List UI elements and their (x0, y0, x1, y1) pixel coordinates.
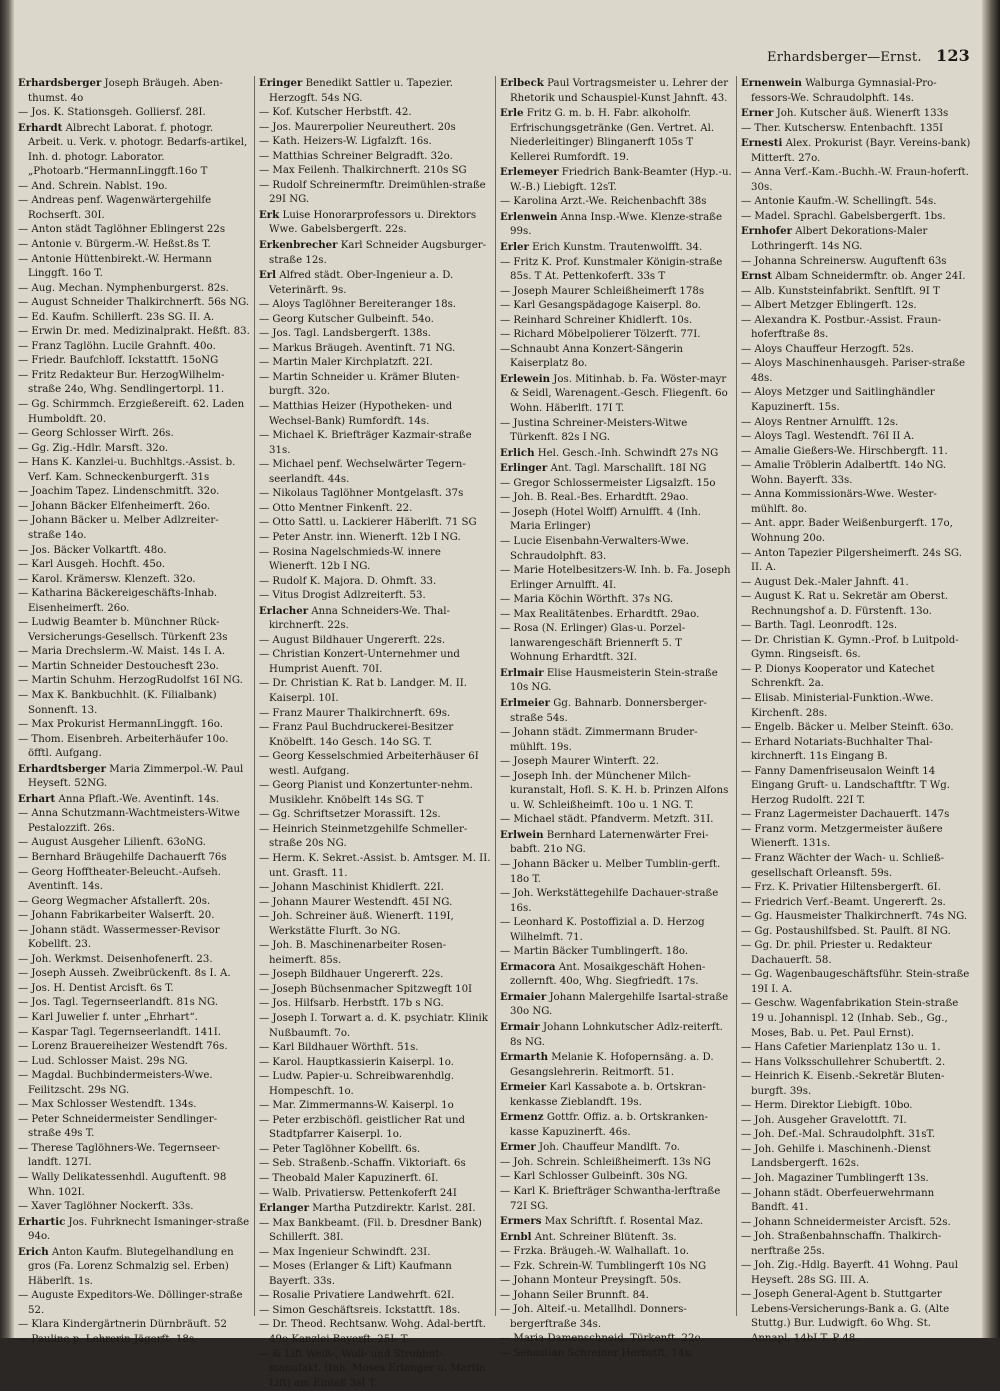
directory-entry: — Lorenz Brauereiheizer Westendft 76s. (18, 1041, 228, 1053)
column-rule (495, 76, 496, 1316)
directory-entry: — Joh. Straßenbahnschaffn. Thalkirch-nerftraße 25s. (741, 1231, 942, 1257)
directory-entry: — Herm. Direktor Liebigft. 10bo. (741, 1100, 913, 1112)
directory-entry: — Karol. Hauptkassierin Kaiserpl. 1o. (259, 1056, 454, 1068)
directory-entry: — Elisab. Ministerial-Funktion.-Wwe. Kirchenft. 28s. (741, 692, 934, 719)
surname-headword: Erhart (18, 792, 56, 805)
directory-entry: — Aloys Taglöhner Bereiteranger 18s. (259, 299, 457, 311)
directory-entry: — Therese Taglöhners-We. Tegernseer-landft. 127I. (18, 1142, 221, 1169)
directory-entry: — Madel. Sprachl. Gabelsbergerft. 1bs. (741, 210, 946, 222)
directory-entry: — Friedrich Verf.-Beamt. Ungererft. 2s. (741, 896, 946, 908)
directory-entry: Erhardtsberger Maria Zimmerpol.-W. Paul Heyseft. 52NG. (18, 762, 244, 790)
directory-entry: — Aug. Mechan. Nymphenburgerst. 82s. (18, 282, 229, 294)
directory-entry: — Michael K. Briefträger Kazmair-straße 31s. (259, 430, 472, 456)
directory-entry: — Anton Tapezier Pilgersheimerft. 24s SG. II. A. (741, 547, 962, 574)
directory-entry: — Johann Maurer Westendft. 45I NG. (259, 896, 453, 908)
directory-entry: — Franz Taglöhn. Lucile Grahnft. 40o. (18, 340, 216, 352)
directory-entry: — Karol. Krämersw. Klenzeft. 32o. (18, 573, 196, 585)
directory-entry: — Max K. Bankbuchhlt. (K. Filialbank) Sonnenft. 13. (18, 689, 217, 716)
directory-entry: — Amalie Tröblerin Adalbertft. 14o NG. Wohn. Bayerft. 33s. (741, 460, 947, 486)
directory-entry: — Otto Mentner Finkenft. 22. (259, 502, 413, 514)
surname-headword: Erk (259, 208, 280, 221)
directory-entry: — Karl Schlosser Gulbeinft. 30s NG. (500, 1171, 688, 1183)
directory-column-4 (741, 76, 973, 1347)
directory-entry: Erlmair Elise Hausmeisterin Stein-straße 10s NG. (500, 666, 718, 694)
directory-entry: — Kaspar Tagl. Tegernseerlandft. 141I. (18, 1026, 222, 1038)
directory-entry: — And. Schrein. Nablst. 19o. (18, 180, 168, 192)
directory-entry: — Rosina Nagelschmieds-W. innere Wienerft. 12b I NG. (259, 546, 441, 573)
directory-entry: Erlanger Martha Putzdirektr. Karlst. 28I. (259, 1202, 476, 1215)
directory-entry: — Joseph Inh. der Münchener Milch-kuranstalt, Hofl. S. K. H. b. Prinzen Alfons u. W. Schleißheimft. 10o u. 1 NG. T. (500, 770, 729, 811)
directory-entry: — Amalie Gießers-We. Hirschbergft. 11. (741, 445, 948, 457)
directory-entry: — Johann Bäcker u. Melber Adlzreiter-straße 14o. (18, 515, 219, 541)
directory-entry: — Dr. Theod. Rechtsanw. Wohg. Adal-bertft. 49o Kanzlei Bayerft. 25I. T. (259, 1319, 486, 1346)
surname-headword: Erhardt (18, 121, 63, 134)
directory-entry: — Reinhard Schreiner Khidlerft. 10s. (500, 314, 693, 326)
surname-headword: Erl (259, 269, 277, 282)
directory-entry: — Engelb. Bäcker u. Melber Steinft. 63o. (741, 722, 954, 734)
running-header (720, 46, 970, 65)
directory-entry: — Joh. Werkmst. Deisenhofenerft. 23. (18, 953, 213, 965)
directory-entry: — Johann städt. Wassermesser-Revisor Kobellft. 23. (18, 924, 220, 951)
directory-entry: Erlemeyer Friedrich Bank-Beamter (Hyp.-u. W.-B.) Liebigft. 12sT. (500, 166, 732, 193)
directory-entry: — Maria Köchin Wörthft. 37s NG. (500, 594, 674, 606)
directory-entry: — Heinrich K. Eisenb.-Sekretär Bluten-burgft. 39s. (741, 1071, 945, 1097)
directory-entry: — Michael penf. Wechselwärter Tegern-seerlandft. 44s. (259, 459, 466, 485)
directory-entry: Erler Erich Kunstm. Trautenwolfft. 34. (500, 241, 703, 254)
directory-entry: Eringer Benedikt Sattler u. Tapezier. Herzogft. 54s NG. (259, 77, 453, 104)
directory-entry: — Gregor Schlossermeister Ligsalzft. 15o (500, 477, 716, 489)
directory-entry: — Johann Schneidermeister Arcisft. 52s. (741, 1216, 951, 1228)
directory-entry: Erlich Hel. Gesch.-Inh. Schwindft 27s NG (500, 446, 719, 459)
directory-entry: — Joh. Ausgeher Gravelottft. 7I. (741, 1114, 907, 1126)
directory-entry: Ermers Max Schriftft. f. Rosental Maz. (500, 1215, 704, 1228)
surname-headword: Erlanger (259, 1202, 309, 1215)
directory-entry: — Martin Bäcker Tumblingerft. 18o. (500, 946, 689, 958)
directory-entry: Ernbl Ant. Schreiner Blütenft. 3s. (500, 1230, 677, 1243)
surname-headword: Ermeier (500, 1081, 547, 1094)
directory-entry: — Karl Gesangspädagoge Kaiserpl. 8o. (500, 300, 701, 312)
directory-entry: — Aloys Maschinenhausgeh. Pariser-straße 48s. (741, 358, 966, 384)
directory-entry: — Georg Kutscher Gulbeinft. 54o. (259, 313, 434, 325)
directory-entry: Ermair Johann Lohnkutscher Adlz-reiterft. 8s NG. (500, 1021, 723, 1048)
directory-entry: — Marie Hotelbesitzers-W. Inh. b. Fa. Joseph Erlinger Arnulfft. 4I. (500, 565, 731, 591)
directory-entry: Erkenbrecher Karl Schneider Augsburger-straße 12s. (259, 239, 487, 266)
directory-entry: Ernenwein Walburga Gymnasial-Pro-fessors-We. Schraudolphft. 14s. (741, 77, 937, 104)
directory-entry: — Hans Volksschullehrer Schubertft. 2. (741, 1056, 946, 1068)
directory-entry: — Dr. Christian K. Gymn.-Prof. b Luitpold-Gymn. Ringseisft. 6s. (741, 634, 959, 661)
directory-entry: — Johann Maschinist Khidlerft. 22I. (259, 882, 444, 894)
directory-entry: — Martin Schneider Destouchesft 23o. (18, 660, 219, 672)
directory-entry: — Christian Konzert-Unternehmer und Humprist Auenft. 70I. (259, 649, 460, 675)
directory-entry: Ermer Joh. Chauffeur Mandlft. 7o. (500, 1141, 681, 1154)
directory-entry: — Gg. Wagenbaugeschäftsführ. Stein-straße 19I I. A. (741, 969, 970, 995)
directory-entry: — Vitus Drogist Adlzreiterft. 53. (259, 590, 426, 602)
column-rule (736, 76, 737, 1316)
surname-headword: Ermair (500, 1021, 540, 1033)
directory-entry: — Antonie v. Bürgerm.-W. Heßst.8s T. (18, 239, 211, 251)
directory-entry: — Johann Fabrikarbeiter Walserft. 20. (18, 910, 215, 922)
directory-entry: — August Schneider Thalkirchnerft. 56s NG. (18, 297, 250, 309)
surname-headword: Ermers (500, 1215, 542, 1228)
directory-entry: Ermeier Karl Kassabote a. b. Ortskran-kenkasse Zieblandft. 19s. (500, 1081, 706, 1108)
directory-entry: Erlmeier Gg. Bahnarb. Donnersberger-straße 54s. (500, 696, 707, 724)
directory-entry: — Justina Schreiner-Meisters-Witwe Türkenft. 82s I NG. (500, 417, 688, 444)
directory-entry: — Ludw. Papier-u. Schreibwarenhdlg. Hompeschft. 1o. (259, 1071, 455, 1097)
surname-headword: Erlmair (500, 666, 544, 679)
directory-entry: — Karl K. Briefträger Schwantha-lerftraße 72I SG. (500, 1186, 721, 1212)
directory-entry: — Franz vorm. Metzgermeister äußere Wienerft. 131s. (741, 823, 943, 850)
surname-headword: Erlinger (500, 462, 548, 475)
directory-entry: — Georg Pianist und Konzertunter-nehm. Musiklehr. Knöbelft 14s SG. T (259, 780, 473, 806)
directory-entry: Erlwein Bernhard Laternenwärter Frei-babft. 21o NG. (500, 828, 709, 856)
directory-entry: — Joseph Maurer Winterft. 22. (500, 756, 659, 768)
directory-entry: — Heinrich Steinmetzgehilfe Schmeller-straße 20s NG. (259, 823, 468, 850)
directory-entry: — Ant. appr. Bader Weißenburgerft. 17o, Wohnung 20o. (741, 518, 953, 544)
directory-entry: — Joh. Def.-Mal. Schraudolphft. 31sT. (741, 1129, 936, 1141)
directory-entry: — Peter Taglöhner Kobellft. 6s. (259, 1143, 421, 1155)
directory-entry: — Maria Drechslerm.-W. Maist. 14s I. A. (18, 646, 226, 658)
directory-entry: — Herm. K. Sekret.-Assist. b. Amtsger. M. II. unt. Grasft. 11. (259, 852, 491, 879)
directory-entry: — Rosalie Privatiere Landwehrft. 62I. (259, 1290, 455, 1302)
directory-entry: — Rudolf Schreinermftr. Dreimühlen-straße 29I NG. (259, 179, 486, 206)
directory-entry: —Schnaubt Anna Konzert-Sängerin Kaiserplatz 8o. (500, 343, 683, 370)
directory-entry: — Joh. Gehilfe i. Maschinenh.-Dienst Landsbergerft. 162s. (741, 1143, 931, 1170)
directory-entry: — Georg Schlosser Wirft. 26s. (18, 428, 174, 440)
surname-headword: Erkenbrecher (259, 239, 338, 252)
directory-entry: — Ther. Kutschersw. Entenbachft. 135I (741, 122, 944, 134)
directory-entry: — Magdal. Buchbindermeisters-Wwe. Feilitzscht. 29s NG. (18, 1070, 213, 1096)
directory-entry: — Katharina Bäckereigeschäfts-Inhab. Eisenheimerft. 26o. (18, 588, 218, 614)
directory-entry: — P. Dionys Kooperator und Katechet Schrenkft. 2a. (741, 663, 935, 690)
directory-entry: — Bernhard Bräugehilfe Dachauerft 76s (18, 851, 227, 863)
directory-entry: — Xaver Taglöhner Nockerft. 33s. (18, 1201, 194, 1213)
directory-entry: Erk Luise Honorarprofessors u. Direktors Wwe. Gabelsbergerft. 22s. (259, 208, 477, 236)
binding-gutter (0, 0, 14, 1338)
directory-entry: — Joh. Werkstättegehilfe Dachauer-straße 16s. (500, 888, 719, 914)
directory-entry: — Gg. Schriftsetzer Morassift. 12s. (259, 809, 441, 821)
directory-entry: — Anton städt Taglöhner Eblingerst 22s (18, 224, 226, 236)
directory-entry: — Peter Anstr. inn. Wienerft. 12b I NG. (259, 531, 461, 543)
directory-entry: Erlewein Jos. Mitinhab. b. Fa. Wöster-mayr & Seidl, Warenagent.-Gesch. Fliegenft. 6o Wohn. Häberlft. 17I T. (500, 372, 728, 415)
directory-entry: — Theobald Maler Kapuzinerft. 6I. (259, 1173, 439, 1185)
directory-entry: — Jos. K. Stationsgeh. Golliersf. 28I. (18, 107, 206, 119)
directory-entry: — Joh. Alteif.-u. Metallhdl. Donners-bergerftraße 34s. (500, 1304, 687, 1330)
surname-headword: Ermer (500, 1141, 536, 1154)
directory-entry: — Aloys Rentner Arnulfft. 12s. (741, 416, 899, 428)
surname-headword: Erhardsberger (18, 77, 102, 89)
directory-entry: — Matthias Schreiner Belgradft. 32o. (259, 150, 453, 162)
directory-entry: — Nikolaus Taglöhner Montgelasft. 37s (259, 488, 464, 500)
directory-entry: — Dr. Christian K. Rat b. Landger. M. II. Kaiserpl. 10I. (259, 678, 468, 704)
directory-entry: Ermarth Melanie K. Hofopernsäng. a. D. Gesangslehrerin. Reitmorft. 51. (500, 1051, 714, 1078)
surname-headword: Erler (500, 241, 529, 254)
page-edge (982, 0, 1000, 1338)
surname-headword: Ernenwein (741, 77, 802, 89)
directory-entry: — Martin Maler Kirchplatzft. 22I. (259, 357, 433, 369)
directory-entry: — Joseph Ausseh. Zweibrückenft. 8s I. A. (18, 968, 231, 980)
directory-entry: — Antonie Hüttenbirekt.-W. Hermann Linggft. 16o T. (18, 253, 212, 280)
directory-entry: — Franz Wächter der Wach- u. Schließ-gesellschaft Orleansft. 59s. (741, 852, 945, 879)
directory-entry: Ermenz Gottfr. Offiz. a. b. Ortskranken-kasse Kapuzinerft. 46s. (500, 1111, 708, 1138)
directory-entry: — Johann Monteur Preysingft. 50s. (500, 1275, 682, 1287)
directory-entry: — Sebastian Schreiner Herbstft. 14s. (500, 1348, 693, 1360)
surname-headword: Erlemeyer (500, 166, 559, 179)
directory-entry: — Jos. Tagl. Landsbergerft. 138s. (259, 328, 431, 340)
directory-entry: — Anna Verf.-Kam.-Buchh.-W. Fraun-hoferft. 30s. (741, 167, 969, 193)
directory-entry: — Walb. Privatiersw. Pettenkoferft 24I (259, 1187, 457, 1199)
directory-entry: — Fritz K. Prof. Kunstmaler Königin-straße 85s. T At. Pettenkoferft. 33s T (500, 256, 723, 283)
directory-entry: Erhartic Jos. Fuhrknecht Ismaninger-straße 94o. (18, 1215, 250, 1243)
surname-headword: Ernst (741, 270, 772, 283)
directory-entry: — Frz. K. Privatier Hiltensbergerft. 6I. (741, 882, 941, 894)
directory-entry: — Johann städt. Oberfeuerwehrmann Bandft. 41. (741, 1187, 935, 1214)
directory-entry: — Karl Juwelier f. unter „Ehrhart“. (18, 1012, 198, 1023)
directory-entry: — Antonie Kaufm.-W. Schellingft. 54s. (741, 196, 937, 208)
directory-entry: Ermaier Johann Malergehilfe Isartal-straße 30o NG. (500, 990, 729, 1018)
surname-headword: Erlwein (500, 828, 544, 841)
directory-entry: Erich Anton Kaufm. Blutegelhandlung en gros (Fa. Lorenz Schmalzig sel. Erben) Häberlft. 1s. (18, 1245, 234, 1287)
directory-entry: — Georg Wegmacher Afstallerft. 20s. (18, 895, 211, 907)
directory-entry: — Richard Möbelpolierer Tölzerft. 77I. (500, 329, 701, 341)
directory-entry: — Pauline p. Lehrerin Jägerft. 18s. (18, 1334, 198, 1346)
directory-entry: Ernhofer Albert Dekorations-Maler Lothringerft. 14s NG. (741, 225, 928, 253)
directory-entry: — Moses (Erlanger & Lift) Kaufmann Bayerft. 33s. (259, 1261, 452, 1287)
directory-entry: — Georg Hofftheater-Beleucht.-Aufseh. Aventinft. 14s. (18, 866, 221, 893)
directory-entry: — Jos. Bäcker Volkartft. 48o. (18, 544, 167, 556)
directory-entry: — Max Realitätenbes. Erhardtft. 29ao. (500, 608, 700, 620)
directory-entry: — Max Feilenh. Thalkirchnerft. 210s SG (259, 165, 467, 177)
directory-entry: — Aloys Chauffeur Herzogft. 52s. (741, 343, 914, 355)
directory-entry: — Jos. Hilfsarb. Herbstft. 17b s NG. (259, 998, 444, 1010)
surname-headword: Erhardtsberger (18, 762, 107, 775)
directory-entry: — Joh. Magaziner Tumblingerft 13s. (741, 1173, 929, 1185)
directory-entry: — Ed. Kaufm. Schillerft. 23s SG. II. A. (18, 311, 215, 323)
directory-entry: — Johanna Schreinersw. Auguftenft 63s (741, 255, 947, 267)
directory-entry: — Gg. Dr. phil. Priester u. Redakteur Dachauerft. 58. (741, 940, 932, 966)
directory-entry: Erlbeck Paul Vortragsmeister u. Lehrer der Rhetorik und Schauspiel-Kunst Jahnft. 43. (500, 77, 729, 104)
directory-entry: Ernst Albam Schneidermftr. ob. Anger 24I. (741, 270, 966, 283)
surname-headword: Erlenwein (500, 210, 558, 223)
directory-entry: — Joh. Schrein. Schleißheimerft. 13s NG (500, 1156, 711, 1168)
directory-entry: — Leonhard K. Postoffizial a. D. Herzog Wilhelmft. 71. (500, 917, 705, 943)
directory-entry: — Franz Paul Buchdruckerei-Besitzer Knöbelft. 14o Gesch. 14o SG. T. (259, 722, 454, 748)
surname-headword: Ernbl (500, 1230, 532, 1243)
directory-entry: — Joh. Zig.-Hdlg. Bayerft. 41 Wohng. Paul Heyseft. 28s SG. III. A. (741, 1260, 958, 1286)
directory-entry: — Lucie Eisenbahn-Verwalters-Wwe. Schraudolphft. 83. (500, 535, 689, 562)
directory-entry: — Gg. Hausmeister Thalkirchnerft. 74s NG. (741, 911, 968, 923)
directory-entry: — Geschw. Wagenfabrikation Stein-straße 19 u. Johannispl. 12 (Inhab. Seb., Gg., Moses, Bab. u. Pet. Paul Ernst). (741, 998, 959, 1039)
directory-entry: — Jos. H. Dentist Arcisft. 6s T. (18, 982, 174, 994)
directory-entry: — Martin Schneider u. Krämer Bluten-burgft. 32o. (259, 371, 460, 398)
directory-entry: — Peter erzbischöfl. geistlicher Rat und Stadtpfarrer Kaiserpl. 1o. (259, 1114, 466, 1141)
directory-entry: — Johann Seiler Brunnft. 84. (500, 1289, 649, 1301)
surname-headword: Ermaier (500, 990, 547, 1003)
directory-entry: — Johann Bäcker Elfenheimerft. 26o. (18, 500, 211, 512)
directory-entry: — Max Bankbeamt. (Fil. b. Dresdner Bank) Schillerft. 38I. (259, 1217, 482, 1244)
directory-entry: — Lud. Schlosser Maist. 29s NG. (18, 1055, 188, 1067)
directory-entry: — Joseph Maurer Schleißheimerft 178s (500, 285, 705, 297)
directory-entry: — August K. Rat u. Sekretär am Oberst. Rechnungshof a. D. Fürstenft. 13o. (741, 591, 949, 617)
directory-entry: — Jos. Tagl. Tegernseerlandft. 81s NG. (18, 997, 218, 1009)
directory-entry: Erl Alfred städt. Ober-Ingenieur a. D. Veterinärft. 9s. (259, 269, 454, 296)
directory-entry: — Franz Lagermeister Dachauerft. 147s (741, 809, 950, 821)
surname-headword: Erich (18, 1245, 49, 1258)
directory-entry: — Max Ingenieur Schwindft. 23I. (259, 1246, 431, 1258)
surname-headword: Erhartic (18, 1215, 66, 1228)
directory-entry: — Thom. Eisenbreh. Arbeiterhäufer 10o. öfftl. Aufgang. (18, 733, 229, 760)
surname-headword: Erner (741, 107, 774, 120)
directory-entry: — Joseph Büchsenmacher Spitzwegft 10I (259, 983, 473, 995)
directory-entry: — Georg Kesselschmied Arbeiterhäuser 6I westl. Aufgang. (259, 751, 479, 777)
directory-entry: Erlinger Ant. Tagl. Marschallft. 18I NG (500, 462, 707, 475)
surname-headword: Erlacher (259, 604, 309, 617)
directory-entry: Erle Fritz G. m. b. H. Fabr. alkoholfr. Erfrischungsgetränke (Gen. Vertret. Al. Niederleitinger) Blinganerft 105s T Kellerei Rumfordft. 19. (500, 107, 715, 163)
directory-entry: Erhardsberger Joseph Bräugeh. Aben-thumst. 4o (18, 77, 223, 104)
directory-entry: — Anna Kommissionärs-Wwe. Wester-mühlft. 8o. (741, 489, 937, 515)
directory-entry: — Aloys Metzger und Saitlinghändler Kapuzinerft. 15s. (741, 387, 935, 414)
directory-entry: — Martin Schuhm. HerzogRudolfst 16I NG. (18, 675, 243, 687)
directory-entry: — Joseph (Hotel Wolff) Arnulfft. 4 (Inh. Maria Erlinger) (500, 506, 701, 533)
directory-entry: — Alexandra K. Postbur.-Assist. Fraun-hoferftraße 8s. (741, 314, 942, 341)
surname-headword: Erlmeier (500, 696, 550, 709)
directory-entry: Erner Joh. Kutscher äuß. Wienerft 133s (741, 107, 949, 120)
directory-entry: — Wally Delikatessenhdl. Auguftenft. 98 Whn. 102I. (18, 1172, 227, 1198)
directory-entry: — Gg. Schirmmch. Erzgießereift. 62. Laden Humboldft. 20. (18, 399, 245, 425)
surname-headword: Ermenz (500, 1111, 544, 1124)
directory-entry: — Joh. Schreiner äuß. Wienerft. 119I, Werkstätte Flurft. 3o NG. (259, 911, 454, 937)
directory-entry: — Johann Bäcker u. Melber Tumblin-gerft. 18o T. (500, 858, 721, 885)
directory-entry: — Anna Schutzmann-Wachtmeisters-Witwe Pestalozzift. 26s. (18, 808, 240, 834)
page-number: 123 (936, 46, 970, 65)
directory-entry: — Peter Schneidermeister Sendlinger-straße 49s T. (18, 1113, 218, 1140)
directory-entry: — Joseph I. Torwart a. d. K. psychiatr. Klinik Nußbaumft. 7o. (259, 1013, 488, 1039)
directory-entry: Erlenwein Anna Insp.-Wwe. Klenze-straße 99s. (500, 210, 723, 238)
directory-entry: — Joseph Bildhauer Ungererft. 22s. (259, 969, 444, 981)
directory-entry: — Aloys Tagl. Westendft. 76I II A. (741, 431, 915, 443)
directory-entry: — Markus Bräugeh. Aventinft. 71 NG. (259, 342, 456, 354)
directory-entry: — Karl Ausgeh. Hochft. 45o. (18, 559, 165, 571)
directory-entry: — Joh. B. Real.-Bes. Erhardtft. 29ao. (500, 492, 689, 504)
surname-headword: Ernesti (741, 137, 783, 150)
surname-headword: Erlewein (500, 372, 551, 385)
directory-entry: — Joachim Tapez. Lindenschmitft. 32o. (18, 486, 220, 498)
directory-entry: — Barth. Tagl. Leonrodft. 12s. (741, 620, 898, 632)
directory-entry: — Maria Damenschneid. Türkenft. 22o. (500, 1333, 704, 1345)
directory-entry: Ernesti Alex. Prokurist (Bayr. Vereins-bank) Mitterft. 27o. (741, 137, 971, 164)
column-rule (254, 76, 255, 1316)
directory-entry: — Hans Cafetier Marienplatz 13o u. 1. (741, 1042, 941, 1054)
directory-entry: Erlacher Anna Schneiders-We. Thal-kirchnerft. 22s. (259, 604, 450, 632)
directory-entry: — Kath. Heizers-W. Ligfalzft. 16s. (259, 136, 432, 148)
directory-entry: — Franz Maurer Thalkirchnerft. 69s. (259, 707, 451, 719)
surname-headword: Eringer (259, 77, 303, 89)
directory-entry: — Rudolf K. Majora. D. Ohmft. 33. (259, 575, 437, 587)
directory-entry: — Fritz Redakteur Bur. HerzogWilhelm-straße 24o, Whg. Sendlingertorpl. 11. (18, 369, 225, 396)
directory-entry: — Rosa (N. Erlinger) Glas-u. Porzel-lanwarengeschäft Briennerft 5. T Wohnung Erhardtft. 32I. (500, 623, 686, 664)
directory-entry: — Karl Bildhauer Wörthft. 51s. (259, 1042, 419, 1054)
surname-headword: Erlich (500, 446, 535, 459)
directory-entry: — Michael städt. Pfandverm. Metzft. 31I. (500, 814, 714, 826)
surname-headword: Erle (500, 107, 524, 120)
directory-entry: — Albert Metzger Eblingerft. 12s. (741, 300, 917, 312)
directory-entry: — Friedr. Baufchloff. Ickstattft. 15oNG (18, 355, 219, 367)
directory-entry: Erhart Anna Pflaft.-We. Aventinft. 14s. (18, 792, 220, 805)
directory-entry: — Frzka. Bräugeh.-W. Walhallaft. 1o. (500, 1246, 690, 1258)
directory-entry: — Gg. Zig.-Hdlr. Marsft. 32o. (18, 442, 169, 454)
directory-entry: — Andreas penf. Wagenwärtergehilfe Rochserft. 30I. (18, 195, 212, 221)
surname-headword: Ernhofer (741, 225, 792, 238)
directory-entry: — August Dek.-Maler Jahnft. 41. (741, 576, 909, 588)
directory-entry: — Fanny Damenfriseusalon Weinft 14 Eingang Gruft- u. Landschaftftr. T Wg. Herzog Rudolft. 22I T. (741, 765, 951, 806)
surname-headword: Ermarth (500, 1051, 548, 1064)
directory-entry: — Simon Geschäftsreis. Ickstattft. 18s. (259, 1304, 461, 1316)
directory-entry: Ermacora Ant. Mosaikgeschäft Hohen-zollernft. 40o, Whg. Siegfriedft. 17s. (500, 960, 706, 988)
directory-entry: — Klara Kindergärtnerin Dürnbräuft. 52 (18, 1319, 227, 1331)
directory-entry: — Johann städt. Zimmermann Bruder-mühlft. 19s. (500, 727, 698, 753)
directory-entry: — Alb. Kunststeinfabrikt. Senftlft. 9I T (741, 285, 940, 297)
directory-entry: Erhardt Albrecht Laborat. f. photogr. Arbeit. u. Verk. v. photogr. Bedarfs-artikel, Inh. d. photogr. Laborator. „Photoarb.“HermannLinggft.16o T (18, 121, 248, 178)
directory-entry: — Joseph General-Agent b. Stuttgarter Lebens-Versicherungs-Bank a. G. (Alte Stuttg.) Bur. Ludwigft. 6o Whg. St. Annapl. 14bI T. P 48. (741, 1289, 950, 1345)
directory-entry: — Otto Sattl. u. Lackierer Häberlft. 71 SG (259, 517, 477, 529)
directory-entry: — Joh. B. Maschinenarbeiter Rosen-heimerft. 85s. (259, 940, 447, 966)
directory-entry: — August Ausgeher Lilienft. 63oNG. (18, 837, 206, 849)
directory-entry: — Erwin Dr. med. Medizinalprakt. Heßft. 83. (18, 326, 250, 338)
running-title: Erhardsberger—Ernst. (767, 50, 922, 65)
directory-entry: — Fzk. Schrein-W. Tumblingerft 10s NG (500, 1260, 707, 1272)
directory-entry: — Hans K. Kanzlei-u. Buchhltgs.-Assist. b. Verf. Kam. Schneckenburgerft. 31s (18, 457, 236, 483)
directory-entry: — Max Schlosser Westendft. 134s. (18, 1099, 197, 1111)
directory-entry: — Seb. Straßenb.-Schaffn. Viktoriaft. 6s (259, 1158, 466, 1170)
surname-headword: Erlbeck (500, 77, 544, 89)
directory-entry: — Kof. Kutscher Herbstft. 42. (259, 107, 412, 119)
directory-entry: — Gg. Postaushilfsbed. St. Paulft. 8I NG. (741, 925, 951, 937)
directory-entry: — Karolina Arzt.-We. Reichenbachft 38s (500, 196, 707, 208)
directory-entry: — Mar. Zimmermanns-W. Kaiserpl. 1o (259, 1100, 454, 1112)
directory-entry: — August Bildhauer Ungererft. 22s. (259, 634, 446, 646)
directory-column-2 (259, 76, 491, 1391)
directory-entry: — & Lift Weiß-, Woll- und Strohhut-manufakt. (Inh. Moses Erlanger u. Martin Lift) am Einlaß 3sI T. (259, 1348, 486, 1389)
directory-entry: — Ludwig Beamter b. Münchner Rück-Versicherungs-Gesellsch. Türkenft 23s (18, 617, 228, 643)
directory-entry: — Jos. Maurerpolier Neureuthert. 20s (259, 121, 456, 133)
directory-entry: — Auguste Expeditors-We. Döllinger-straße 52. (18, 1290, 243, 1316)
directory-column-1 (18, 76, 250, 1348)
directory-entry: — Matthias Heizer (Hypotheken- und Wechsel-Bank) Rumfordft. 14s. (259, 401, 453, 427)
directory-entry: — Erhard Notariats-Buchhalter Thal-kirchnerft. 11s Eingang B. (741, 736, 933, 763)
directory-entry: — Max Prokurist HermannLinggft. 16o. (18, 719, 223, 731)
surname-headword: Ermacora (500, 960, 556, 973)
directory-column-3 (500, 76, 732, 1362)
